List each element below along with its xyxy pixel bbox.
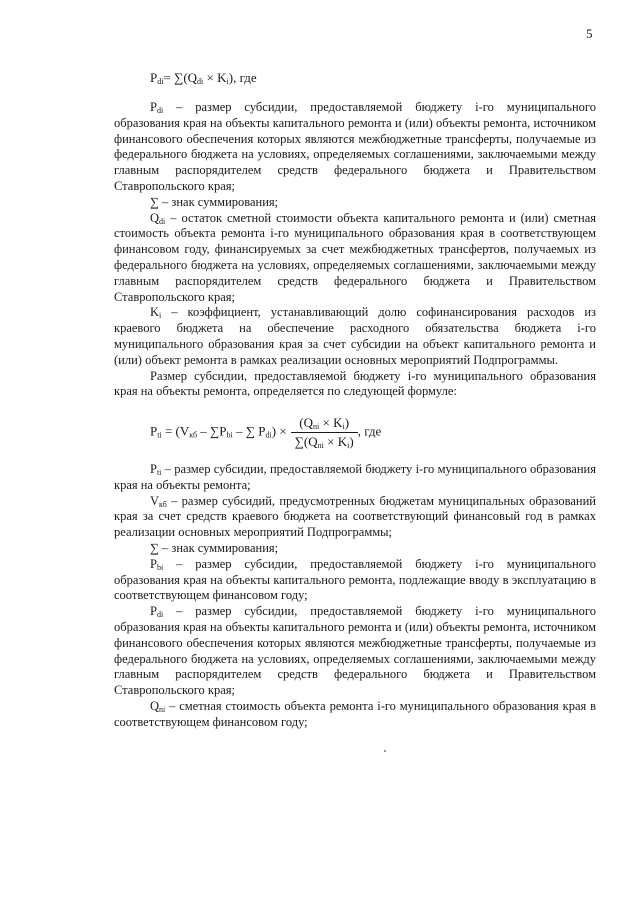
symbol: P: [150, 556, 157, 571]
definition-text: – размер субсидии, предоставляемой бюджету i-го муниципального образования края на объекты капитального ремонта, подлежащие вводу в эксплуатацию в соответствующем финансовом году;: [114, 556, 596, 603]
symbol: K: [150, 305, 160, 320]
formula2-eq: = (V: [161, 423, 190, 439]
den-c: ): [349, 434, 354, 449]
symbol: Q: [150, 698, 160, 713]
fraction-numerator: [291, 415, 358, 433]
definition-text: – сметная стоимость объекта ремонта i-го муниципального образования края в соответствующем финансовом году;: [114, 698, 596, 729]
definitions-block-2: [114, 462, 596, 731]
symbol-sub: di: [156, 610, 164, 620]
scan-speck: [384, 750, 386, 752]
symbol-sub: кб: [159, 499, 167, 509]
symbol-sub: ti: [156, 468, 162, 477]
definition-text: Размер субсидии, предоставляемой бюджету i-го муниципального образования края на объекты ремонта, определяется по следующей формуле:: [114, 368, 596, 399]
symbol-sub: di: [159, 216, 166, 226]
formula1-q-sub: di: [197, 77, 204, 86]
definition-sum-sign-2: [114, 541, 596, 557]
formula-subsidy-di: [150, 70, 257, 86]
formula2-minus2: – ∑ P: [232, 423, 266, 439]
definition-q-ni: [114, 699, 596, 731]
formula2-b-sub: bi: [226, 430, 233, 440]
symbol: P: [150, 462, 157, 476]
fraction-denominator: [291, 433, 358, 450]
definitions-block-1: [114, 100, 596, 400]
formula1-tail: ), где: [228, 70, 257, 85]
symbol-sub: ni: [159, 704, 166, 714]
formula2-tail: , где: [357, 423, 382, 439]
num-k: i: [342, 422, 345, 431]
formula1-mid: × K: [203, 70, 227, 85]
definition-p-ti: [114, 462, 596, 494]
formula2-fraction: [291, 415, 358, 450]
formula2-lhs: P: [150, 423, 158, 439]
definition-text: – размер субсидии, предоставляемой бюджету i-го муниципального образования края на объекты капитального ремонта и (или) объекты ремонта, источником финансового обеспечения которых являются межбюджетные трансферты, получаемые из федерального бюджета на условиях, определяемых соглашениями, заключаемыми между главным распорядителем средств федерального бюджета и Правительством Ставропольского края;: [114, 100, 596, 193]
definition-text: – коэффициент, устанавливающий долю софинансирования расходов из краевого бюджета на обеспечение расходного обязательства бюджета i-го муниципального образования края за счет субсидии на объект капитального ремонта и (или) объект ремонта в рамках реализации основных мероприятий Подпрограммы.: [114, 305, 596, 367]
formula2-v-sub: кб: [189, 430, 198, 440]
num-b: × K: [319, 415, 343, 430]
formula2-close: ) ×: [271, 423, 287, 439]
den-b: × K: [323, 434, 348, 449]
formula2-lhs-sub: ti: [157, 430, 162, 440]
formula2-minus1: – ∑P: [197, 423, 227, 439]
definition-p-di-2: [114, 604, 596, 699]
definition-v-kb: [114, 494, 596, 541]
num-a: (Q: [299, 415, 314, 430]
formula1-lhs-sub: di: [157, 77, 164, 86]
symbol: P: [150, 604, 157, 619]
definition-text: ∑ – знак суммирования;: [150, 194, 279, 209]
definition-p-bi: [114, 557, 596, 604]
definition-text: ∑ – знак суммирования;: [150, 540, 279, 555]
definition-text: – размер субсидий, предусмотренных бюджетам муниципальных образований края за счет средств краевого бюджета на соответствующий финансовый год в рамках реализации основных мероприятий Подпрограммы;: [114, 493, 596, 540]
num-sub: ni: [313, 422, 320, 431]
definition-p-di: [114, 100, 596, 195]
formula1-k-sub: i: [226, 77, 229, 86]
definition-k-i: [114, 305, 596, 368]
formula-intro: [114, 369, 596, 401]
definition-q-di: [114, 211, 596, 306]
formula1-eq: = ∑(Q: [163, 70, 198, 85]
formula2-d-sub: di: [265, 430, 272, 440]
symbol-sub: i: [159, 311, 162, 321]
den-k: i: [347, 441, 350, 450]
formula1-lhs: P: [150, 70, 158, 85]
definition-text: – размер субсидии, предоставляемой бюджету i-го муниципального образования края на объекты ремонта;: [114, 462, 596, 492]
formula-subsidy-ti: [150, 415, 381, 450]
den-a: ∑(Q: [294, 434, 318, 449]
symbol: V: [150, 493, 160, 508]
symbol: P: [150, 100, 157, 114]
definition-text: – остаток сметной стоимости объекта капитального ремонта и (или) сметная стоимость объекта ремонта i-го муниципального образования края в соответствующем финансовом году, финансируемых за счет межбюджетных трансфертов, получаемых из федерального бюджета на условиях, определяемых соглашениями, заключаемыми между главным распорядителем средств федерального бюджета и Правительством Ставропольского края;: [114, 210, 596, 304]
num-c: ): [344, 415, 350, 430]
definition-sum-sign: [114, 195, 596, 211]
definition-text: – размер субсидии, предоставляемой бюджету i-го муниципального образования края на объекты капитального ремонта и (или) объекты ремонта, источником финансового обеспечения которых являются межбюджетные трансферты, получаемые из федерального бюджета на условиях, определяемых соглашениями, заключаемыми между главным распорядителем средств федерального бюджета и Правительством Ставропольского края;: [114, 604, 596, 698]
page-number: 5: [586, 26, 593, 41]
symbol-sub: di: [156, 106, 164, 115]
symbol-sub: bi: [156, 562, 164, 572]
den-sub: ni: [317, 441, 324, 450]
symbol: Q: [150, 210, 160, 225]
